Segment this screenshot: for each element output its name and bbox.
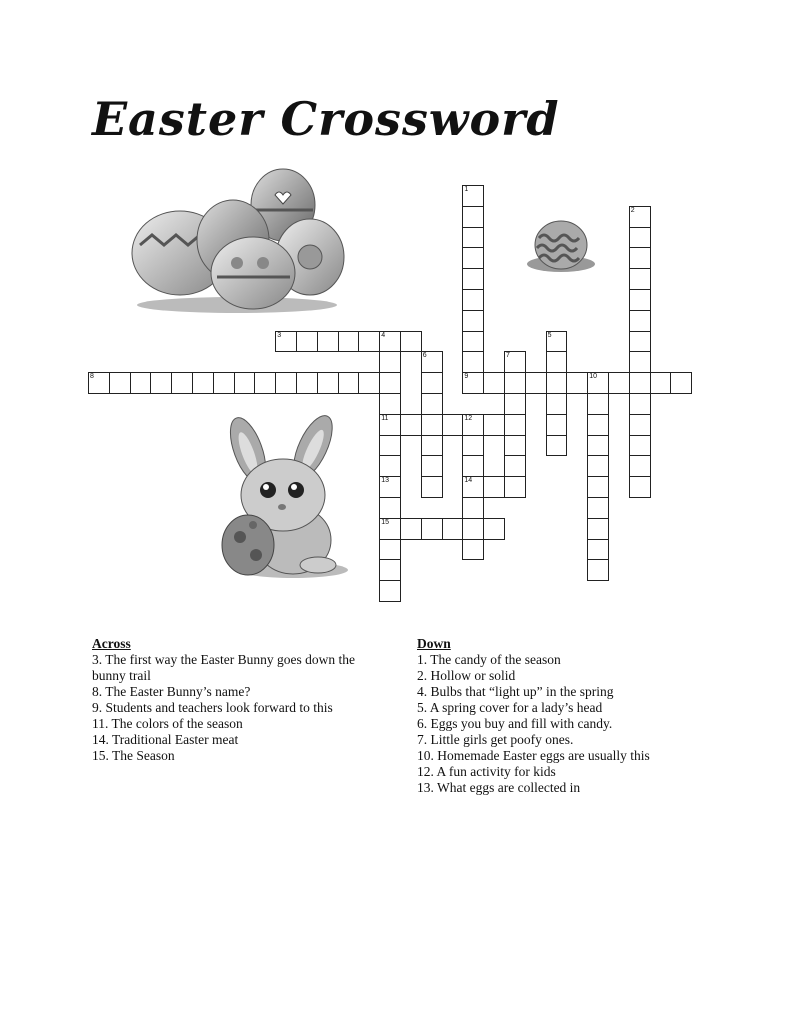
crossword-cell[interactable]: [587, 414, 609, 436]
crossword-cell[interactable]: [504, 435, 526, 457]
crossword-cell[interactable]: [629, 227, 651, 249]
crossword-cell[interactable]: [254, 372, 276, 394]
crossword-cell[interactable]: [629, 310, 651, 332]
clue-across-14: 14. Traditional Easter meat: [92, 732, 239, 747]
crossword-cell[interactable]: [462, 289, 484, 311]
clue-number: 12: [464, 414, 473, 422]
crossword-cell[interactable]: [566, 372, 588, 394]
crossword-cell[interactable]: [546, 351, 568, 373]
crossword-cell[interactable]: [421, 393, 443, 415]
clue-number: 6: [422, 352, 427, 360]
crossword-cell[interactable]: [462, 414, 484, 436]
crossword-cell[interactable]: [296, 372, 318, 394]
crossword-cell[interactable]: [379, 539, 401, 561]
crossword-cell[interactable]: [629, 393, 651, 415]
clue-number: 1: [464, 186, 469, 193]
clue-number: 15: [381, 518, 389, 526]
crossword-cell[interactable]: [421, 414, 443, 436]
crossword-cell[interactable]: [587, 559, 609, 581]
down-clues: [417, 636, 717, 796]
crossword-cell[interactable]: [504, 351, 526, 373]
crossword-cell[interactable]: [317, 372, 339, 394]
crossword-cell[interactable]: [400, 518, 422, 540]
crossword-cell[interactable]: [629, 206, 651, 228]
crossword-cell[interactable]: [462, 247, 484, 269]
clue-number: 5: [547, 331, 552, 339]
crossword-cell[interactable]: [338, 331, 360, 353]
crossword-cell[interactable]: [504, 414, 526, 436]
clue-across-8: 8. The Easter Bunny’s name?: [92, 684, 251, 699]
crossword-cell[interactable]: [275, 331, 297, 353]
crossword-cell[interactable]: [462, 185, 484, 207]
crossword-cell[interactable]: [462, 518, 484, 540]
crossword-cell[interactable]: [296, 331, 318, 353]
clue-down-4: 4. Bulbs that “light up” in the spring: [417, 684, 614, 699]
crossword-cell[interactable]: [462, 476, 484, 498]
crossword-cell[interactable]: [379, 435, 401, 457]
crossword-cell[interactable]: [379, 372, 401, 394]
crossword-cell[interactable]: [462, 435, 484, 457]
crossword-cell[interactable]: [629, 455, 651, 477]
crossword-cell[interactable]: [192, 372, 214, 394]
clue-down-6: 6. Eggs you buy and fill with candy.: [417, 716, 613, 731]
crossword-cell[interactable]: [109, 372, 131, 394]
crossword-cell[interactable]: [400, 331, 422, 353]
crossword-cell[interactable]: [130, 372, 152, 394]
clue-across-3: 3. The first way the Easter Bunny goes down the bunny trail: [92, 652, 355, 683]
crossword-cell[interactable]: [462, 268, 484, 290]
crossword-cell[interactable]: [462, 497, 484, 519]
crossword-cell[interactable]: [213, 372, 235, 394]
crossword-cell[interactable]: [379, 393, 401, 415]
crossword-cell[interactable]: [462, 227, 484, 249]
crossword-cell[interactable]: [379, 497, 401, 519]
crossword-cell[interactable]: [483, 372, 505, 394]
crossword-cell[interactable]: [629, 331, 651, 353]
crossword-cell[interactable]: [546, 414, 568, 436]
crossword-cell[interactable]: [150, 372, 172, 394]
easter-eggs-cluster-image: [125, 165, 350, 315]
crossword-cell[interactable]: [421, 351, 443, 373]
crossword-cell[interactable]: [358, 372, 380, 394]
crossword-cell[interactable]: [88, 372, 110, 394]
clue-number: 13: [381, 477, 389, 485]
crossword-cell[interactable]: [317, 331, 339, 353]
clue-across-11: 11. The colors of the season: [92, 716, 243, 731]
clue-down-5: 5. A spring cover for a lady’s head: [417, 700, 603, 715]
crossword-cell[interactable]: [462, 372, 484, 394]
crossword-cell[interactable]: [171, 372, 193, 394]
crossword-cell[interactable]: [587, 372, 609, 394]
clue-across-15: 15. The Season: [92, 748, 175, 763]
crossword-cell[interactable]: [587, 497, 609, 519]
crossword-cell[interactable]: [587, 455, 609, 477]
crossword-cell[interactable]: [483, 414, 505, 436]
crossword-cell[interactable]: [379, 559, 401, 581]
crossword-cell[interactable]: [629, 372, 651, 394]
crossword-cell[interactable]: [400, 414, 422, 436]
crossword-cell[interactable]: [504, 476, 526, 498]
clue-number: 2: [630, 206, 635, 214]
crossword-cell[interactable]: [504, 393, 526, 415]
crossword-cell[interactable]: [379, 580, 401, 602]
across-heading: Across: [92, 636, 131, 651]
crossword-cell[interactable]: [421, 372, 443, 394]
clue-down-1: 1. The candy of the season: [417, 652, 561, 667]
crossword-cell[interactable]: [462, 351, 484, 373]
across-clues: [92, 636, 392, 764]
crossword-cell[interactable]: [234, 372, 256, 394]
crossword-cell[interactable]: [442, 518, 464, 540]
crossword-cell[interactable]: [379, 414, 401, 436]
crossword-cell[interactable]: [504, 372, 526, 394]
crossword-cell[interactable]: [546, 393, 568, 415]
clue-number: 8: [90, 373, 94, 381]
crossword-cell[interactable]: [608, 372, 630, 394]
down-heading: Down: [417, 636, 451, 651]
crossword-cell[interactable]: [629, 268, 651, 290]
clue-down-7: 7. Little girls get poofy ones.: [417, 732, 574, 747]
crossword-cell[interactable]: [421, 455, 443, 477]
crossword-cell[interactable]: [462, 455, 484, 477]
crossword-cell[interactable]: [421, 476, 443, 498]
crossword-cell[interactable]: [379, 476, 401, 498]
crossword-cell[interactable]: [546, 331, 568, 353]
clue-down-10: 10. Homemade Easter eggs are usually this: [417, 748, 650, 763]
clue-number: 14: [464, 477, 473, 485]
clue-number: 11: [381, 414, 389, 422]
crossword-cell[interactable]: [483, 518, 505, 540]
crossword-cell[interactable]: [587, 476, 609, 498]
crossword-cell[interactable]: [462, 331, 484, 353]
crossword-cell[interactable]: [462, 206, 484, 228]
crossword-cell[interactable]: [525, 372, 547, 394]
crossword-cell[interactable]: [442, 414, 464, 436]
crossword-cell[interactable]: [629, 414, 651, 436]
striped-easter-egg-image: [525, 220, 597, 276]
crossword-cell[interactable]: [483, 476, 505, 498]
crossword-cell[interactable]: [587, 435, 609, 457]
crossword-cell[interactable]: [546, 435, 568, 457]
clue-number: 9: [464, 373, 469, 381]
crossword-cell[interactable]: [629, 289, 651, 311]
crossword-cell[interactable]: [587, 539, 609, 561]
crossword-cell[interactable]: [379, 518, 401, 540]
clue-number: 10: [589, 373, 597, 381]
crossword-cell[interactable]: [275, 372, 297, 394]
crossword-cell[interactable]: [379, 455, 401, 477]
clue-across-9: 9. Students and teachers look forward to this: [92, 700, 333, 715]
crossword-cell[interactable]: [587, 518, 609, 540]
crossword-cell[interactable]: [462, 310, 484, 332]
crossword-cell[interactable]: [421, 518, 443, 540]
crossword-cell[interactable]: [629, 435, 651, 457]
clue-down-12: 12. A fun activity for kids: [417, 764, 556, 779]
crossword-cell[interactable]: [650, 372, 672, 394]
crossword-cell[interactable]: [379, 331, 401, 353]
crossword-cell[interactable]: [462, 539, 484, 561]
clue-number: 3: [277, 331, 282, 339]
crossword-cell[interactable]: [338, 372, 360, 394]
easter-bunny-image: [208, 415, 348, 580]
crossword-cell[interactable]: [504, 455, 526, 477]
page-title: Easter Crossword: [92, 92, 560, 146]
clue-down-13: 13. What eggs are collected in: [417, 780, 581, 795]
clue-number: 4: [381, 331, 386, 339]
crossword-cell[interactable]: [629, 351, 651, 373]
clue-number: 7: [506, 352, 510, 360]
crossword-cell[interactable]: [629, 247, 651, 269]
crossword-cell[interactable]: [629, 476, 651, 498]
crossword-cell[interactable]: [587, 393, 609, 415]
clue-down-2: 2. Hollow or solid: [417, 668, 516, 683]
crossword-cell[interactable]: [379, 351, 401, 373]
crossword-cell[interactable]: [421, 435, 443, 457]
crossword-cell[interactable]: [358, 331, 380, 353]
crossword-cell[interactable]: [546, 372, 568, 394]
crossword-cell[interactable]: [670, 372, 692, 394]
